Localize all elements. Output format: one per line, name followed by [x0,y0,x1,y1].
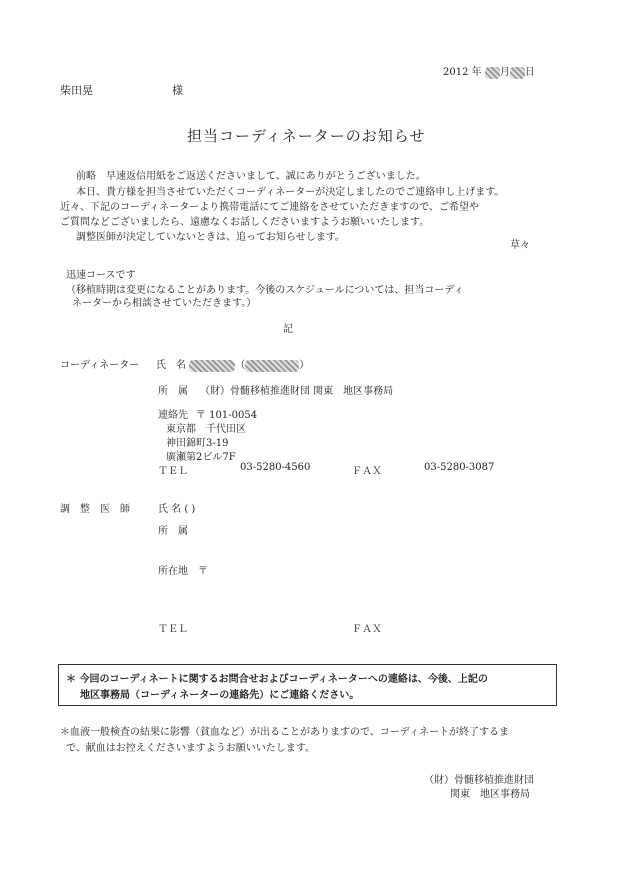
name-open-paren: （ [235,360,246,371]
coordinator-affiliation-label: 所 属 [158,386,188,397]
address-line-2: 神田錦町3-19 [166,438,229,449]
physician-tel-label: ＴＥＬ [158,624,188,635]
coordinator-fax-label: ＦＡＸ [352,466,382,477]
address-line-1: 東京都 千代田区 [166,424,246,435]
contact-label: 連絡先 [158,410,188,421]
body-line-5: 調整医師が決定していないときは、追ってお知らせします。 [76,232,345,243]
physician-fax-label: ＦＡＸ [352,624,382,635]
physician-name-label: 氏 名 ( ) [158,504,196,515]
notice-line-1: ＊ 今回のコーディネートに関するお問合せおよびコーディネーターへの連絡は、今後、上記の [66,674,488,685]
redacted-name [189,360,235,372]
redacted-day [510,67,525,79]
coordinator-tel: 03-5280-4560 [240,462,311,473]
coordinator-tel-label: ＴＥＬ [158,466,188,477]
name-close-paren: ） [299,360,310,371]
course-note-line-1: （移植時期は変更になることがあります。今後のスケジュールについては、担当コーディ [66,285,464,296]
coordinator-fax: 03-5280-3087 [424,462,495,473]
signature-line-2: 関東 地区事務局 [450,789,530,800]
date-line [443,63,535,79]
document-title: 担当コーディネーターのお知らせ [187,127,426,145]
date-month: 月 [499,67,510,78]
coordinator-name-row [156,356,309,372]
footnote-line-2: で、献血はお控えくださいますようお願いいたします。 [66,743,315,754]
redacted-month [485,67,500,79]
footnote-line-1: ＊血液一般検査の結果に影響（貧血など）が出ることがありますので、コーディネートが終了するま [60,727,509,738]
recipient-name: 柴田晃 [60,84,93,97]
postal-code: 〒 101-0054 [196,410,258,421]
date-year: 2012 年 [443,67,482,78]
body-line-4: ご質問などございましたら、遠慮なくお話しくださいますようお願いいたします。 [60,217,430,228]
date-day: 日 [524,67,535,78]
physician-affiliation-label: 所 属 [158,526,188,537]
coordinator-name-label: 氏 名 [156,360,186,371]
closing: 草々 [510,240,530,251]
ki-mark: 記 [283,324,293,335]
course-note-line-2: ネーターから相談させていただきます。） [72,298,257,309]
physician-label: 調 整 医 師 [60,504,130,515]
recipient-honorific: 様 [172,84,183,97]
notice-line-2: 地区事務局（コーディネーターの連絡先）にご連絡ください。 [80,690,360,701]
body-line-1: 前略 早速返信用紙をご返送くださいまして、誠にありがとうございました。 [76,171,426,182]
coordinator-label: コーディネーター [60,360,140,371]
signature-line-1: （財）骨髄移植推進財団 [424,775,534,786]
body-line-3: 近々、下記のコーディネーターより携帯電話にてご連絡をさせていただきますので、ご希望や [60,202,479,213]
redacted-name-reading [245,360,299,372]
coordinator-affiliation: （財）骨髄移植推進財団 関東 地区事務局 [200,386,394,397]
physician-location-label: 所在地 〒 [158,566,208,577]
address-line-3: 廣瀬第2ビル7F [166,452,236,463]
body-line-2: 本日、貴方様を担当させていただくコーディネーターが決定しましたのでご連絡申し上げます。 [76,187,505,198]
course-title: 迅速コースです [66,270,136,281]
